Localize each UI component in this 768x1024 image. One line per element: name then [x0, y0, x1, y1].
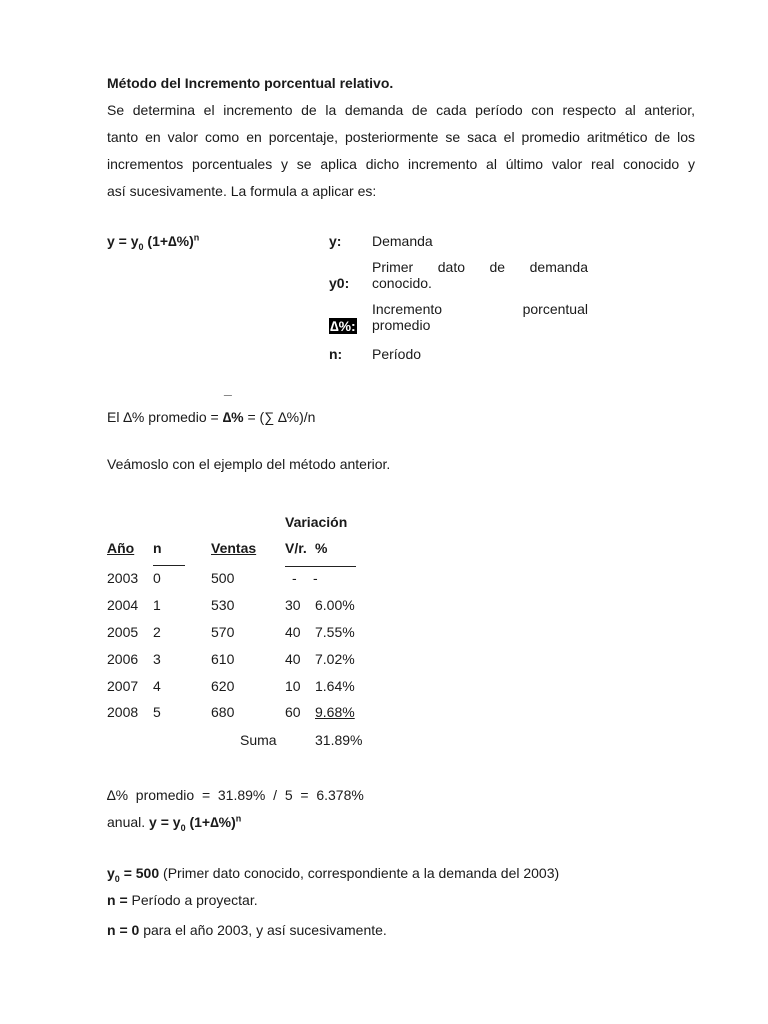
intro-line-3: incrementos porcentuales y se aplica dicho incremento al último valor real conocido y [107, 156, 695, 172]
cell-pct: - [313, 570, 318, 586]
section-title: Método del Incremento porcentual relativo. [107, 75, 394, 91]
legend-symbol-y0: y0: [329, 275, 350, 291]
cell-pct: 7.02% [315, 651, 355, 667]
legend-symbol-y: y: [329, 233, 342, 249]
variation-header: Variación [285, 514, 348, 530]
intro-line-1: Se determina el incremento de la demanda de cada período con respecto al anterior, [107, 102, 695, 118]
legend-desc-delta-line1: Incremento porcentual [372, 301, 588, 317]
cell-n: 4 [153, 678, 161, 694]
cell-vr: 40 [285, 651, 301, 667]
cell-sales: 570 [211, 624, 235, 640]
cell-year: 2004 [107, 597, 139, 613]
note-y0: $y_0 = 500$ (Primer dato conocido, correspondiente a la demanda del 2003) [107, 865, 560, 884]
result-line: ∆% promedio = 31.89% / 5 = 6.378% [107, 787, 364, 803]
cell-sales: 620 [211, 678, 235, 694]
sum-value: 31.89% [315, 732, 363, 748]
cell-sales: 530 [211, 597, 235, 613]
formula: $y = y_0$ $(1+\Delta\%)^n$ [107, 232, 200, 252]
header-rule-variation [285, 566, 356, 567]
cell-n: 0 [153, 570, 161, 586]
cell-n: 3 [153, 651, 161, 667]
cell-year: 2006 [107, 651, 139, 667]
header-sales: Ventas [211, 540, 257, 556]
cell-year: 2007 [107, 678, 139, 694]
example-intro: Veámoslo con el ejemplo del método anterior. [107, 456, 391, 472]
legend-desc-y0-line2: conocido. [372, 275, 432, 291]
annual-line: anual. $y = y_0$ $(1+\Delta\%)^n$ [107, 813, 242, 833]
cell-sales: 500 [211, 570, 235, 586]
cell-sales: 610 [211, 651, 235, 667]
average-definition: El ∆% promedio = ∆% = (∑ ∆%)/n [107, 409, 316, 425]
cell-vr: 40 [285, 624, 301, 640]
average-bar: _ [224, 381, 232, 397]
cell-vr: 60 [285, 704, 301, 720]
legend-desc-n: Período [372, 346, 422, 362]
sum-label: Suma [240, 732, 277, 748]
cell-pct: 6.00% [315, 597, 355, 613]
cell-n: 5 [153, 704, 161, 720]
legend-symbol-n: n: [329, 346, 343, 362]
cell-pct: 1.64% [315, 678, 355, 694]
cell-n: 2 [153, 624, 161, 640]
header-vr: V/r. [285, 540, 307, 556]
intro-line-2: tanto en valor como en porcentaje, posteriormente se saca el promedio aritmético de los [107, 129, 695, 145]
legend-desc-y: Demanda [372, 233, 433, 249]
header-rule-n [153, 565, 185, 566]
header-pct: % [315, 540, 328, 556]
intro-line-4: así sucesivamente. La formula a aplicar es: [107, 183, 377, 199]
header-n: n [153, 540, 162, 556]
cell-year: 2003 [107, 570, 139, 586]
cell-year: 2005 [107, 624, 139, 640]
cell-vr: - [292, 570, 297, 586]
cell-n: 1 [153, 597, 161, 613]
note-n0: n = 0 para el año 2003, y así sucesivamente. [107, 922, 387, 938]
legend-desc-delta-line2: promedio [372, 317, 431, 333]
cell-year: 2008 [107, 704, 139, 720]
note-n: n = Período a proyectar. [107, 892, 258, 908]
cell-vr: 30 [285, 597, 301, 613]
legend-symbol-delta: ∆%: [330, 318, 356, 334]
cell-pct: 9.68% [315, 704, 355, 720]
header-year: Año [107, 540, 135, 556]
legend-desc-y0-line1: Primer dato de demanda [372, 259, 588, 275]
cell-vr: 10 [285, 678, 301, 694]
cell-pct: 7.55% [315, 624, 355, 640]
cell-sales: 680 [211, 704, 235, 720]
